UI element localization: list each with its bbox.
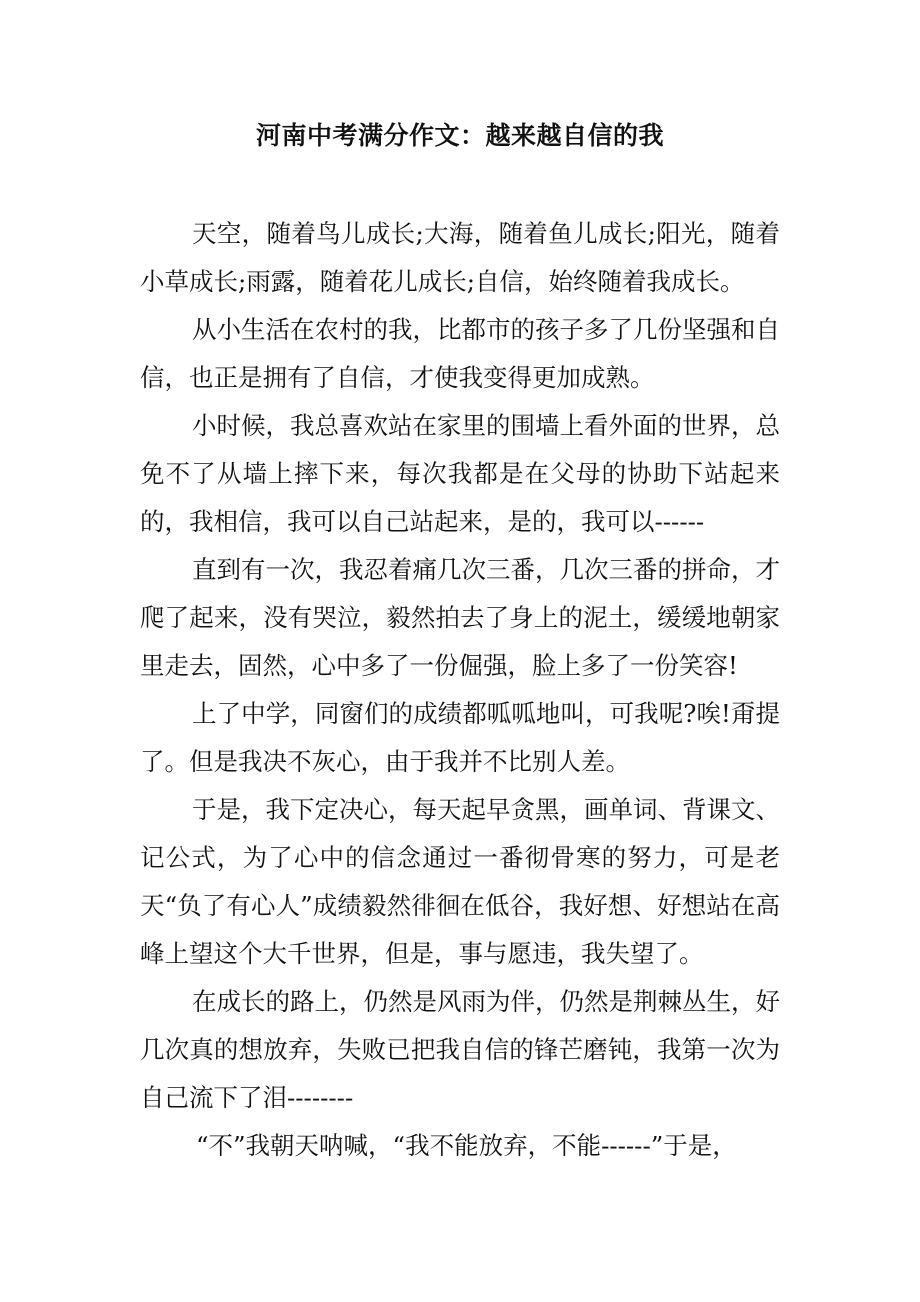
- document-body: [140, 210, 780, 1170]
- paragraph-3: 小时候，我总喜欢站在家里的围墙上看外面的世界，总免不了从墙上摔下来，每次我都是在父母的协助下站起来的，我相信，我可以自己站起来，是的，我可以------: [140, 411, 780, 536]
- paragraph-7: 在成长的路上，仍然是风雨为伴，仍然是荆棘丛生，好几次真的想放弃，失败已把我自信的锋芒磨钝，我第一次为自己流下了泪--------: [140, 987, 780, 1112]
- paragraph-1: 天空，随着鸟儿成长;大海，随着鱼儿成长;阳光，随着小草成长;雨露，随着花儿成长;自信，始终随着我成长。: [140, 219, 780, 296]
- paragraph-2: 从小生活在农村的我，比都市的孩子多了几份坚强和自信，也正是拥有了自信，才使我变得更加成熟。: [140, 315, 780, 392]
- document-title: 河南中考满分作文：越来越自信的我: [255, 121, 664, 150]
- paragraph-5: 上了中学，同窗们的成绩都呱呱地叫，可我呢?唉!甭提了。但是我决不灰心，由于我并不比别人差。: [140, 699, 780, 776]
- paragraph-8: “不”我朝天呐喊，“我不能放弃，不能------”于是，: [196, 1131, 737, 1160]
- paragraph-4: 直到有一次，我忍着痛几次三番，几次三番的拼命，才爬了起来，没有哭泣，毅然拍去了身上的泥土，缓缓地朝家里走去，固然，心中多了一份倔强，脸上多了一份笑容!: [140, 555, 780, 680]
- paragraph-6: 于是，我下定决心，每天起早贪黑，画单词、背课文、记公式，为了心中的信念通过一番彻骨寒的努力，可是老天“负了有心人”成绩毅然徘徊在低谷，我好想、好想站在高峰上望这个大千世界，但是，事与愿违，我失望了。: [140, 795, 780, 968]
